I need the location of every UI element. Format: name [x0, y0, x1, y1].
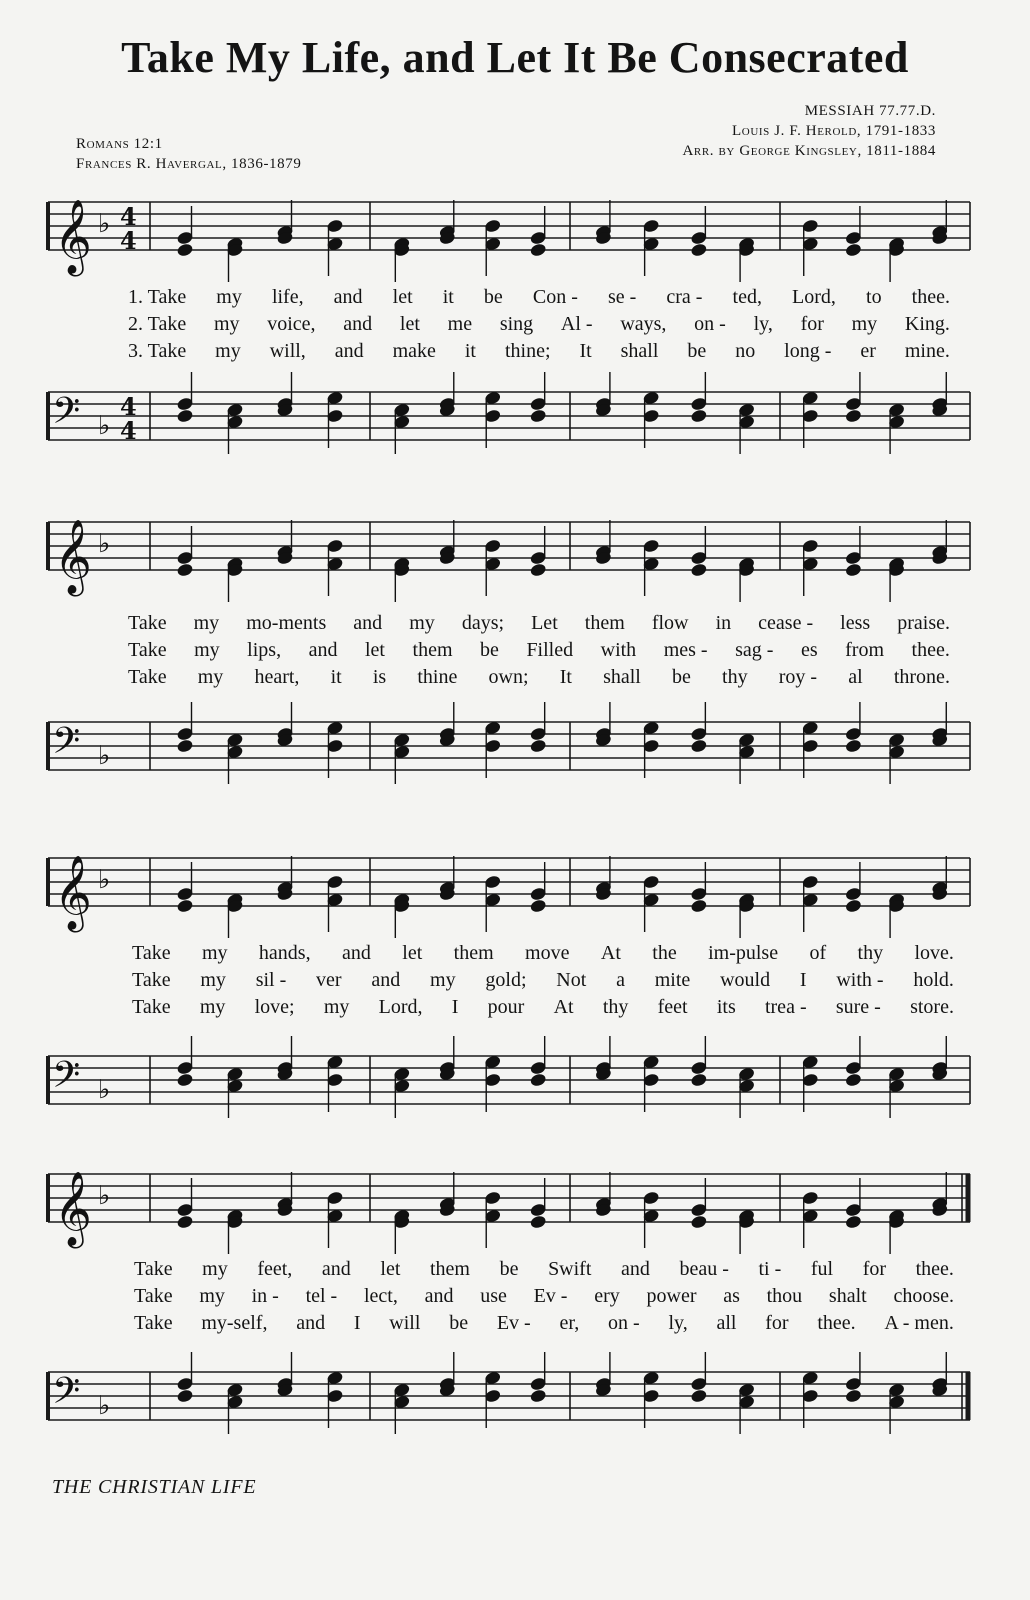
lyric-syllable: thy [602, 996, 629, 1018]
lyric-syllable: feet, [257, 1258, 293, 1280]
verse-2-line [134, 1281, 954, 1308]
lyric-syllable: would [720, 969, 771, 991]
lyric-syllable: my [430, 969, 456, 991]
verse-2-line [132, 965, 954, 992]
lyric-syllable: Take [128, 612, 167, 634]
treble-clef-icon: 𝄞 [54, 200, 92, 274]
lyric-syllable: thine; [504, 340, 551, 362]
lyric-syllable: ful [810, 1258, 834, 1280]
lyric-syllable: on - [608, 1312, 640, 1334]
lyric-syllable: for [765, 1312, 789, 1334]
lyric-syllable: let [402, 942, 423, 964]
lyric-syllable: be [672, 666, 691, 688]
lyric-syllable: ti - [758, 1258, 782, 1280]
lyric-syllable: and [308, 639, 338, 661]
lyric-syllable: Lord, [792, 286, 836, 308]
notehead [529, 738, 547, 753]
lyric-syllable: my [201, 942, 228, 964]
flat-icon: ♭ [98, 1075, 111, 1105]
treble-clef-icon: 𝄞 [54, 856, 92, 930]
notehead [176, 242, 194, 257]
text-author: Frances R. Havergal, 1836-1879 [76, 156, 302, 172]
lyric-syllable: Not [556, 969, 587, 991]
lyric-syllable: thou [766, 1285, 803, 1307]
lyric-syllable: my [194, 639, 220, 661]
lyric-syllable: and [341, 942, 371, 964]
lyric-syllable: gold; [485, 969, 527, 991]
lyric-syllable: ways, [620, 313, 667, 335]
verse-1-line [132, 938, 954, 965]
notehead [529, 1214, 547, 1229]
verse-3-line [128, 662, 950, 689]
lyric-syllable: mes - [663, 639, 708, 661]
verse-2-line [128, 635, 950, 662]
lyric-syllable: al [848, 666, 863, 688]
lyric-syllable: for [800, 313, 824, 335]
lyric-syllable: let [392, 286, 413, 308]
lyric-syllable: let [380, 1258, 401, 1280]
hymnal-section: THE CHRISTIAN LIFE [52, 1476, 257, 1498]
lyric-syllable: and [334, 340, 364, 362]
lyric-syllable: my [199, 996, 226, 1018]
verse-3-line [132, 992, 954, 1019]
lyric-syllable: Take [134, 1285, 173, 1307]
lyric-syllable: praise. [897, 612, 950, 634]
treble-clef-icon: 𝄞 [54, 1172, 92, 1246]
lyric-syllable: Take [128, 639, 167, 661]
lyric-syllable: my [409, 612, 435, 634]
flat-icon: ♭ [98, 741, 111, 771]
treble-staff [40, 180, 980, 290]
lyric-syllable: Take [132, 996, 171, 1018]
bass-clef-icon: 𝄢 [52, 1054, 81, 1105]
lyric-syllable: own; [488, 666, 529, 688]
lyric-syllable: roy - [778, 666, 818, 688]
verse-2-line [128, 309, 950, 336]
notehead [176, 1072, 194, 1087]
notehead [176, 738, 194, 753]
lyric-syllable: long - [784, 340, 832, 362]
notehead [690, 408, 708, 423]
lyric-syllable: them [429, 1258, 470, 1280]
notehead [529, 562, 547, 577]
lyric-syllable: is [372, 666, 387, 688]
scripture-reference: Romans 12:1 [76, 136, 163, 152]
lyric-syllable: se - [607, 286, 637, 308]
lyric-syllable: thy [857, 942, 884, 964]
lyric-syllable: it [464, 340, 476, 362]
lyric-syllable: and [353, 612, 383, 634]
lyric-syllable: King. [904, 313, 950, 335]
lyric-syllable: es [800, 639, 818, 661]
flat-icon: ♭ [98, 1391, 111, 1421]
lyric-syllable: pour [487, 996, 525, 1018]
lyric-syllable: sag - [735, 639, 774, 661]
lyric-syllable: with [600, 639, 637, 661]
lyric-syllable: Con - [532, 286, 578, 308]
verse-1-line [134, 1254, 954, 1281]
lyric-syllable: and [343, 313, 373, 335]
verse-1-line [128, 282, 950, 309]
lyric-syllable: my [202, 1258, 228, 1280]
lyric-syllable: ver [316, 969, 342, 991]
bass-staff [40, 1034, 980, 1144]
lyric-syllable: flow [651, 612, 689, 634]
lyric-syllable: my [213, 313, 240, 335]
notehead [844, 1072, 862, 1087]
lyric-syllable: on - [694, 313, 726, 335]
notehead [690, 1388, 708, 1403]
lyric-syllable: to [866, 286, 882, 308]
lyrics-system-1 [128, 282, 950, 363]
text-credits [76, 134, 301, 174]
bass-clef-icon: 𝄢 [52, 720, 81, 771]
lyric-syllable: cra - [666, 286, 703, 308]
flat-icon: ♭ [98, 209, 111, 239]
notehead [176, 1214, 194, 1229]
lyric-syllable: A - men. [884, 1312, 954, 1334]
lyric-syllable: Take [132, 942, 171, 964]
notehead [844, 1388, 862, 1403]
notehead [690, 1214, 708, 1229]
notehead [529, 408, 547, 423]
bass-clef-icon: 𝄢 [52, 390, 81, 441]
lyric-syllable: sure - [835, 996, 881, 1018]
lyric-syllable: thee. [817, 1312, 856, 1334]
lyric-syllable: tel - [305, 1285, 338, 1307]
lyric-syllable: 2. Take [128, 313, 187, 335]
lyric-syllable: and [621, 1258, 650, 1280]
lyric-syllable: Take [134, 1312, 173, 1334]
composer: Louis J. F. Herold, 1791-1833 [732, 123, 936, 139]
lyric-syllable: be [483, 286, 503, 308]
lyric-syllable: and [296, 1312, 326, 1334]
lyric-syllable: I [451, 996, 459, 1018]
time-signature-bottom: 4 [120, 416, 137, 445]
lyric-syllable: life, [271, 286, 304, 308]
bass-staff [40, 700, 980, 810]
lyric-syllable: er, [559, 1312, 580, 1334]
time-signature-bottom: 4 [120, 226, 137, 255]
lyric-syllable: be [687, 340, 707, 362]
lyric-syllable: my-self, [201, 1312, 268, 1334]
lyric-syllable: its [716, 996, 736, 1018]
treble-staff [40, 500, 980, 610]
lyric-syllable: love. [914, 942, 954, 964]
lyric-syllable: it [442, 286, 454, 308]
lyric-syllable: as [723, 1285, 740, 1307]
lyric-syllable: with - [836, 969, 884, 991]
notehead [176, 898, 194, 913]
lyric-syllable: them [453, 942, 494, 964]
lyric-syllable: ly, [668, 1312, 688, 1334]
lyric-syllable: Let [531, 612, 558, 634]
lyric-syllable: thee. [915, 1258, 954, 1280]
lyric-syllable: all [716, 1312, 737, 1334]
notehead [844, 408, 862, 423]
lyric-syllable: er [860, 340, 876, 362]
lyric-syllable: sing [499, 313, 534, 335]
lyric-syllable: a [616, 969, 625, 991]
lyric-syllable: sil - [255, 969, 287, 991]
lyric-syllable: Take [134, 1258, 173, 1280]
lyric-syllable: my [193, 612, 220, 634]
lyric-syllable: cease - [758, 612, 814, 634]
lyric-syllable: trea - [764, 996, 807, 1018]
lyric-syllable: store. [910, 996, 954, 1018]
lyric-syllable: Ev - [533, 1285, 568, 1307]
treble-staff [40, 836, 980, 946]
lyric-syllable: be [499, 1258, 519, 1280]
notehead [844, 242, 862, 257]
lyric-syllable: hands, [258, 942, 311, 964]
lyric-syllable: it [330, 666, 342, 688]
flat-icon: ♭ [98, 411, 111, 441]
lyric-syllable: mite [654, 969, 691, 991]
verse-3-line [134, 1308, 954, 1335]
lyric-syllable: choose. [893, 1285, 954, 1307]
lyric-syllable: Lord, [378, 996, 423, 1018]
notehead [844, 738, 862, 753]
lyric-syllable: lect, [363, 1285, 398, 1307]
lyric-syllable: let [399, 313, 420, 335]
lyric-syllable: the [652, 942, 677, 964]
lyric-syllable: feet [657, 996, 688, 1018]
lyric-syllable: will, [269, 340, 306, 362]
lyric-syllable: and [371, 969, 401, 991]
lyric-syllable: Al - [560, 313, 593, 335]
lyric-syllable: them [412, 639, 453, 661]
lyric-syllable: Take [132, 969, 171, 991]
notehead [176, 1388, 194, 1403]
flat-icon: ♭ [98, 529, 111, 559]
lyric-syllable: power [646, 1285, 697, 1307]
lyric-syllable: be [480, 639, 499, 661]
lyric-syllable: shall [620, 340, 659, 362]
lyric-syllable: voice, [267, 313, 316, 335]
music-credits [682, 101, 936, 161]
lyric-syllable: ted, [732, 286, 762, 308]
verse-1-line [128, 608, 950, 635]
lyric-syllable: Filled [526, 639, 574, 661]
lyric-syllable: days; [461, 612, 505, 634]
lyric-syllable: my [197, 666, 224, 688]
lyric-syllable: At [600, 942, 621, 964]
lyric-syllable: shall [603, 666, 641, 688]
lyric-syllable: I [353, 1312, 361, 1334]
lyric-syllable: I [799, 969, 807, 991]
lyric-syllable: mine. [904, 340, 950, 362]
lyric-syllable: in [715, 612, 732, 634]
lyrics-system-4 [134, 1254, 954, 1335]
time-signature-top: 4 [120, 202, 137, 231]
lyric-syllable: hold. [913, 969, 954, 991]
lyric-syllable: Ev - [496, 1312, 531, 1334]
notehead [690, 562, 708, 577]
bass-staff [40, 370, 980, 480]
lyric-syllable: my [200, 969, 226, 991]
bass-clef-icon: 𝄢 [52, 1370, 81, 1421]
lyric-syllable: my [216, 286, 242, 308]
lyric-syllable: It [559, 666, 572, 688]
treble-staff [40, 1152, 980, 1262]
arranger: Arr. by George Kingsley, 1811-1884 [682, 143, 936, 159]
lyric-syllable: ery [594, 1285, 620, 1307]
lyric-syllable: me [447, 313, 473, 335]
lyric-syllable: throne. [893, 666, 950, 688]
lyric-syllable: thee. [911, 639, 950, 661]
notehead [690, 1072, 708, 1087]
lyric-syllable: move [525, 942, 570, 964]
notehead [844, 562, 862, 577]
notehead [844, 898, 862, 913]
notehead [529, 1072, 547, 1087]
lyric-syllable: my [323, 996, 350, 1018]
lyric-syllable: thine [417, 666, 458, 688]
flat-icon: ♭ [98, 1181, 111, 1211]
lyric-syllable: ly, [753, 313, 773, 335]
notehead [529, 242, 547, 257]
treble-clef-icon: 𝄞 [54, 520, 92, 594]
notehead [690, 738, 708, 753]
lyric-syllable: Swift [548, 1258, 592, 1280]
lyrics-system-3 [132, 938, 954, 1019]
lyric-syllable: thy [722, 666, 748, 688]
lyric-syllable: let [365, 639, 385, 661]
lyric-syllable: will [389, 1312, 421, 1334]
lyrics-system-2 [128, 608, 950, 689]
lyric-syllable: shalt [828, 1285, 867, 1307]
notehead [176, 408, 194, 423]
lyric-syllable: from [845, 639, 885, 661]
lyric-syllable: love; [254, 996, 295, 1018]
lyric-syllable: heart, [254, 666, 300, 688]
verse-3-line [128, 336, 950, 363]
lyric-syllable: of [809, 942, 827, 964]
lyric-syllable: mo-ments [246, 612, 327, 634]
hymn-title: Take My Life, and Let It Be Consecrated [121, 33, 909, 82]
lyric-syllable: beau - [679, 1258, 729, 1280]
notehead [529, 898, 547, 913]
lyric-syllable: my [215, 340, 241, 362]
notehead [844, 1214, 862, 1229]
lyric-syllable: and [424, 1285, 454, 1307]
lyric-syllable: and [321, 1258, 351, 1280]
notehead [529, 1388, 547, 1403]
lyric-syllable: no [735, 340, 756, 362]
tune-name: MESSIAH 77.77.D. [804, 103, 936, 119]
bass-staff [40, 1350, 980, 1460]
lyric-syllable: use [480, 1285, 507, 1307]
lyric-syllable: 3. Take [128, 340, 187, 362]
lyric-syllable: At [553, 996, 574, 1018]
lyric-syllable: less [840, 612, 871, 634]
lyric-syllable: and [333, 286, 363, 308]
notehead [690, 898, 708, 913]
lyric-syllable: be [449, 1312, 469, 1334]
lyric-syllable: Take [128, 666, 167, 688]
flat-icon: ♭ [98, 865, 111, 895]
notehead [690, 242, 708, 257]
lyric-syllable: lips, [247, 639, 282, 661]
lyric-syllable: im-pulse [708, 942, 779, 964]
lyric-syllable: make [392, 340, 436, 362]
lyric-syllable: It [579, 340, 592, 362]
time-signature-top: 4 [120, 392, 137, 421]
lyric-syllable: thee. [911, 286, 950, 308]
notehead [176, 562, 194, 577]
lyric-syllable: them [584, 612, 625, 634]
lyric-syllable: my [199, 1285, 225, 1307]
lyric-syllable: 1. Take [128, 286, 187, 308]
lyric-syllable: for [862, 1258, 887, 1280]
lyric-syllable: my [851, 313, 878, 335]
lyric-syllable: in - [251, 1285, 279, 1307]
